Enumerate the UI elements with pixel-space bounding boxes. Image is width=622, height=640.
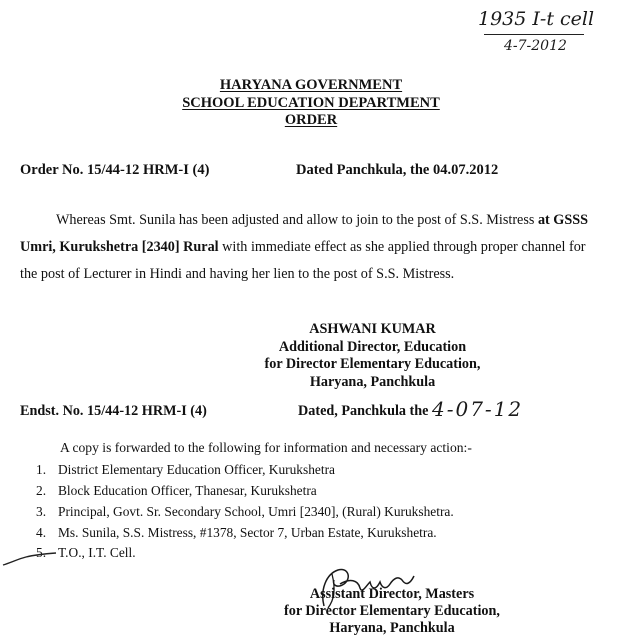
recipient-number: 2. xyxy=(36,483,47,498)
recipient-number: 1. xyxy=(36,462,47,477)
signatory2-place: Haryana, Panchkula xyxy=(329,620,455,636)
recipient-item xyxy=(36,483,317,499)
signatory2-title: Assistant Director, Masters xyxy=(309,586,475,602)
endorsement-number: Endst. No. 15/44-12 HRM-I (4) xyxy=(20,403,207,419)
signatory1-block xyxy=(250,321,495,391)
heading-government: HARYANA GOVERNMENT xyxy=(219,77,403,93)
recipient-text: T.O., I.T. Cell. xyxy=(58,545,136,560)
signatory1-place: Haryana, Panchkula xyxy=(309,373,436,390)
signatory2-block xyxy=(262,586,522,637)
forward-intro: A copy is forwarded to the following for information and necessary action:- xyxy=(60,440,472,455)
handwritten-note-line2: 4-7-2012 xyxy=(504,38,567,54)
recipient-text: Block Education Officer, Thanesar, Kurukshetra xyxy=(58,483,317,498)
signatory1-title: Additional Director, Education xyxy=(278,338,467,355)
recipient-item xyxy=(36,525,437,541)
recipient-number: 4. xyxy=(36,525,47,540)
handwritten-note-underline xyxy=(484,34,584,35)
order-body-paragraph xyxy=(20,207,594,288)
tick-mark xyxy=(0,545,60,573)
recipient-item xyxy=(36,504,454,520)
recipient-text: District Elementary Education Officer, Kurukshetra xyxy=(58,462,335,477)
handwritten-note-line1: 1935 I-t cell xyxy=(478,8,595,30)
body-part1: Whereas Smt. Sunila has been adjusted and allow to join to the post of S.S. Mistress xyxy=(56,212,538,228)
endorsement-date-handwritten: 4-07-12 xyxy=(432,397,524,421)
signatory2-for-line: for Director Elementary Education, xyxy=(284,603,500,619)
signatory1-for-line: for Director Elementary Education, xyxy=(264,356,481,372)
recipient-number: 5. xyxy=(36,545,47,560)
recipient-text: Ms. Sunila, S.S. Mistress, #1378, Sector 7, Urban Estate, Kurukshetra. xyxy=(58,525,437,540)
endorsement-date-label: Dated, Panchkula the xyxy=(298,403,429,419)
recipient-item xyxy=(36,462,335,478)
heading-order: ORDER xyxy=(284,112,338,128)
recipient-number: 3. xyxy=(36,504,47,519)
signatory1-name: ASHWANI KUMAR xyxy=(309,321,436,337)
body-part2: with immediate effect as she applied through proper channel for the post of Lecturer in Hindi and having her lien to the post of S.S. Mistress. xyxy=(20,239,586,282)
order-date: Dated Panchkula, the 04.07.2012 xyxy=(296,162,499,178)
body-school-bold: at GSSS Umri, Kurukshetra [2340] Rural xyxy=(20,212,589,255)
order-number: Order No. 15/44-12 HRM-I (4) xyxy=(20,162,210,178)
heading-department: SCHOOL EDUCATION DEPARTMENT xyxy=(182,95,440,111)
recipient-text: Principal, Govt. Sr. Secondary School, Umri [2340], (Rural) Kurukshetra. xyxy=(58,504,454,519)
